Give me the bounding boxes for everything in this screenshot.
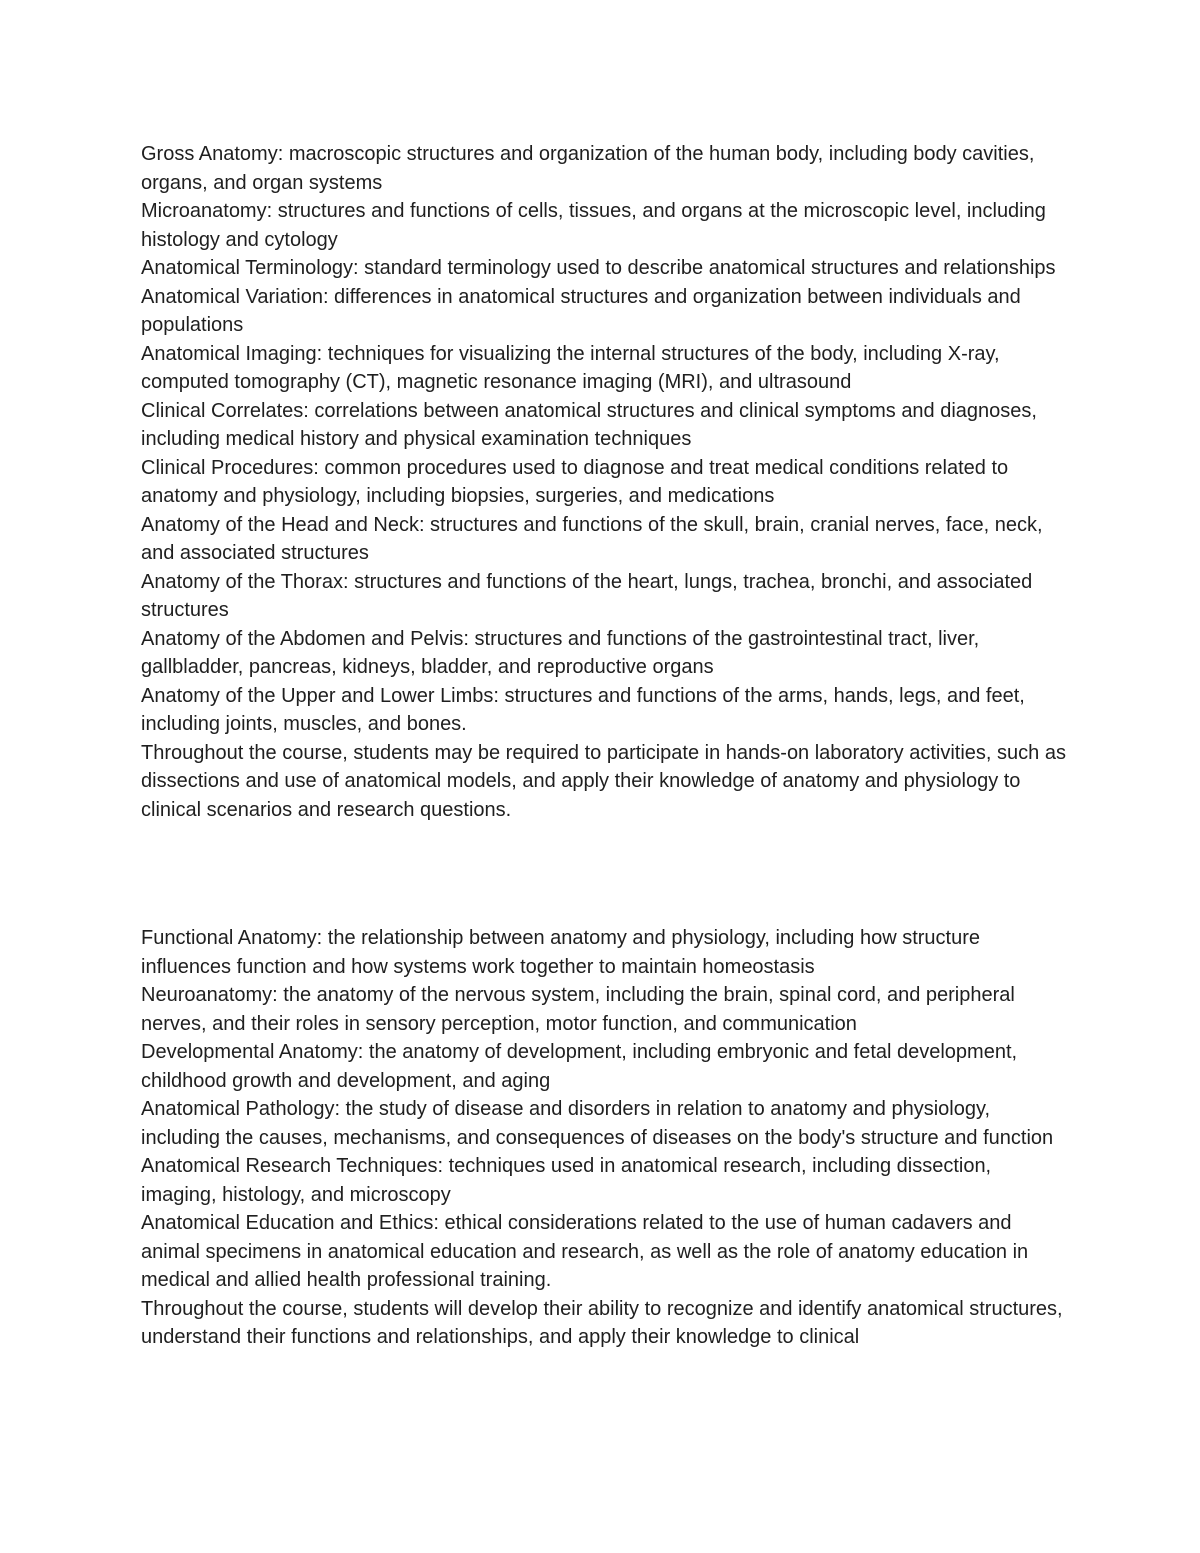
document-page bbox=[141, 140, 1071, 1352]
paragraph: Throughout the course, students will develop their ability to recognize and identify anatomical structures, understand their functions and relationships, and apply their knowledge to clinical bbox=[141, 1297, 1063, 1348]
paragraph: Anatomy of the Upper and Lower Limbs: structures and functions of the arms, hands, legs, and feet, including joints, muscles, and bones. bbox=[141, 684, 1025, 735]
paragraph: Microanatomy: structures and functions of cells, tissues, and organs at the microscopic level, including histology and cytology bbox=[141, 200, 1046, 251]
paragraph: Anatomical Variation: differences in anatomical structures and organization between individuals and populations bbox=[141, 285, 1021, 336]
section-1 bbox=[141, 140, 1071, 824]
paragraph: Anatomical Pathology: the study of disease and disorders in relation to anatomy and physiology, including the causes, mechanisms, and consequences of diseases on the body's structure and function bbox=[141, 1098, 1054, 1149]
paragraph: Developmental Anatomy: the anatomy of development, including embryonic and fetal development, childhood growth and development, and aging bbox=[141, 1041, 1018, 1092]
paragraph: Clinical Procedures: common procedures used to diagnose and treat medical conditions related to anatomy and physiology, including biopsies, surgeries, and medications bbox=[141, 456, 1009, 507]
paragraph: Throughout the course, students may be required to participate in hands-on laboratory activities, such as dissections and use of anatomical models, and apply their knowledge of anatomy and physiology to clinical scenarios and research questions. bbox=[141, 741, 1066, 821]
paragraph: Anatomical Education and Ethics: ethical considerations related to the use of human cadavers and animal specimens in anatomical education and research, as well as the role of anatomy education in medical and allied health professional training. bbox=[141, 1212, 1029, 1291]
section-2 bbox=[141, 924, 1071, 1352]
paragraph: Anatomical Terminology: standard terminology used to describe anatomical structures and relationships bbox=[141, 257, 1056, 279]
section-spacer bbox=[141, 824, 1071, 924]
paragraph: Functional Anatomy: the relationship between anatomy and physiology, including how structure influences function and how systems work together to maintain homeostasis bbox=[141, 927, 981, 978]
paragraph: Anatomy of the Thorax: structures and functions of the heart, lungs, trachea, bronchi, and associated structures bbox=[141, 570, 1033, 621]
paragraph: Anatomy of the Abdomen and Pelvis: structures and functions of the gastrointestinal tract, liver, gallbladder, pancreas, kidneys, bladder, and reproductive organs bbox=[141, 627, 980, 678]
paragraph: Clinical Correlates: correlations between anatomical structures and clinical symptoms and diagnoses, including medical history and physical examination techniques bbox=[141, 399, 1037, 450]
paragraph: Gross Anatomy: macroscopic structures and organization of the human body, including body cavities, organs, and organ systems bbox=[141, 143, 1035, 194]
paragraph: Anatomy of the Head and Neck: structures and functions of the skull, brain, cranial nerves, face, neck, and associated structures bbox=[141, 513, 1043, 564]
paragraph: Anatomical Research Techniques: techniques used in anatomical research, including dissection, imaging, histology, and microscopy bbox=[141, 1155, 992, 1206]
paragraph: Neuroanatomy: the anatomy of the nervous system, including the brain, spinal cord, and peripheral nerves, and their roles in sensory perception, motor function, and communication bbox=[141, 984, 1015, 1035]
paragraph: Anatomical Imaging: techniques for visualizing the internal structures of the body, including X-ray, computed tomography (CT), magnetic resonance imaging (MRI), and ultrasound bbox=[141, 342, 1000, 393]
